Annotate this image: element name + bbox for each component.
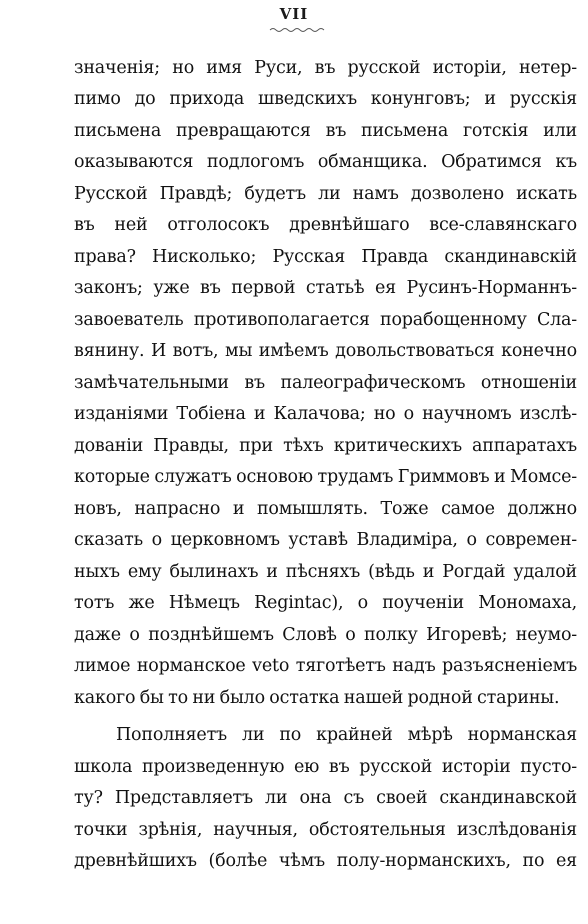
text-line: вянину. И вотъ, мы имѣемъ довольствоваться конечно <box>74 341 577 361</box>
text-line: ныхъ ему былинахъ и пѣсняхъ (вѣдь и Рогдай удалой <box>74 562 577 582</box>
text-line: даже о позднѣйшемъ Словѣ о полку Игоревѣ; неумо- <box>74 625 577 645</box>
page-number: VII <box>279 5 309 23</box>
text-line: тотъ же Нѣмецъ Regintac), о поученіи Мономаха, <box>74 593 577 613</box>
text-line: въ ней отголосокъ древнѣйшаго все-славянскаго <box>74 215 577 235</box>
text-line: сказать о церковномъ уставѣ Владиміра, о современ- <box>74 530 577 550</box>
text-line: законъ; уже въ первой статьѣ ея Русинъ-Норманнъ- <box>74 278 577 298</box>
page-header <box>0 4 588 23</box>
text-line: дованіи Правды, при тѣхъ критическихъ аппаратахъ <box>74 436 577 456</box>
text-line: завоеватель противополагается порабощенному Сла- <box>74 310 577 330</box>
text-line: школа произведенную ею въ русской исторіи пусто- <box>74 757 577 777</box>
text-line: которые служатъ основою трудамъ Гриммовъ и Момсе- <box>74 467 577 487</box>
text-line: лимое норманское veto тяготѣетъ надъ разъясненіемъ <box>74 656 577 676</box>
text-line: Русской Правдѣ; будетъ ли намъ дозволено искать <box>74 184 577 204</box>
text-line: пимо до прихода шведскихъ конунговъ; и русскія <box>74 89 577 109</box>
text-line: древнѣйшихъ (болѣе чѣмъ полу-норманскихъ, по ея <box>74 851 577 871</box>
paragraph-end-line: какого бы то ни было остатка нашей родной старины. <box>74 688 560 708</box>
header-ornament <box>268 26 328 34</box>
paragraph-first-line: Пополняетъ ли по крайней мѣрѣ норманская <box>116 725 577 745</box>
text-line: ту? Представляетъ ли она съ своей скандинавской <box>74 788 577 808</box>
text-line: замѣчательными въ палеографическомъ отношеніи <box>74 373 577 393</box>
text-line: новъ, напрасно и помышлять. Тоже самое должно <box>74 499 577 519</box>
text-line: права? Нисколько; Русская Правда скандинавскій <box>74 247 577 267</box>
text-line: письмена превращаются въ письмена готскія или <box>74 121 577 141</box>
text-line: оказываются подлогомъ обманщика. Обратимся къ <box>74 152 577 172</box>
text-line: точки зрѣнія, научныя, обстоятельныя изслѣдованія <box>74 820 577 840</box>
text-line: значенія; но имя Руси, въ русской исторіи, нетер- <box>74 58 577 78</box>
text-line: изданіями Тобіена и Калачова; но о научномъ изслѣ- <box>74 404 577 424</box>
